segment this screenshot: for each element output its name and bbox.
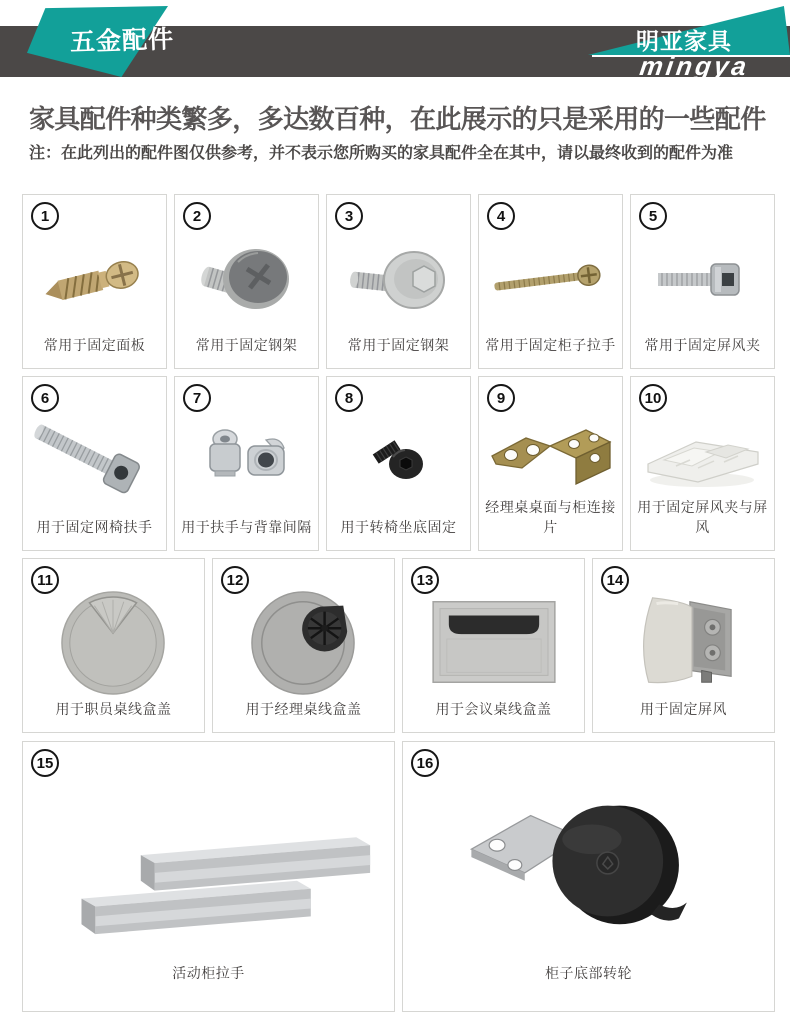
part-caption: 用于固定屏风 [640,701,727,717]
long-socket-cap-screw-photo [28,406,161,514]
part-caption: 常用于固定钢架 [347,337,450,353]
cable-box-cover-photo [408,588,579,696]
part-card-12 [212,558,395,733]
part-caption: 用于经理桌线盒盖 [245,701,362,717]
part-caption: 用于固定网椅扶手 [36,519,153,535]
part-card-5 [630,194,775,369]
item-number-badge: 9 [487,384,515,412]
screen-clamp-photo [598,588,769,696]
disclaimer-note: 注：在此列出的配件图仅供参考，并不表示您所购买的家具配件全在其中，请以最终收到的配件为准 [29,145,734,162]
part-card-8 [326,376,471,551]
part-card-11 [22,558,205,733]
item-number-badge: 1 [31,202,59,230]
part-caption: 用于固定屏风夹与屏风 [637,499,768,535]
brand-name-chinese: 明亚家具 [636,28,732,54]
item-number-badge: 10 [639,384,667,412]
chrome-spacer-nuts-photo [180,406,313,514]
countersunk-screw-photo [180,224,313,332]
part-caption: 常用于固定屏风夹 [644,337,761,353]
caster-wheel-photo [408,778,769,949]
item-number-badge: 13 [411,566,439,594]
item-number-badge: 3 [335,202,363,230]
part-card-1 [22,194,167,369]
part-caption: 用于职员桌线盒盖 [55,701,172,717]
flange-hex-bolt-photo [332,224,465,332]
part-caption: 柜子底部转轮 [545,965,632,981]
category-ribbon-label: 五金配件 [69,25,175,57]
part-caption: 用于会议桌线盒盖 [435,701,552,717]
part-card-6 [22,376,167,551]
part-caption: 常用于固定面板 [43,337,146,353]
black-button-screw-photo [332,406,465,514]
page-title: 家具配件种类繁多，多达数百种，在此展示的只是采用的一些配件 [29,104,766,134]
part-caption: 经理桌桌面与柜连接片 [485,499,616,535]
brass-wood-screw-photo [28,224,161,332]
item-number-badge: 16 [411,749,439,777]
item-number-badge: 8 [335,384,363,412]
part-card-7 [174,376,319,551]
item-number-badge: 14 [601,566,629,594]
part-card-14 [592,558,775,733]
aluminum-handles-photo [28,778,389,949]
cable-grommet-gray-photo [28,588,199,696]
cable-grommet-black-fan-photo [218,588,389,696]
part-card-16 [402,741,775,1012]
part-card-4 [478,194,623,369]
item-number-badge: 15 [31,749,59,777]
parts-row-1 [22,194,775,369]
part-caption: 常用于固定柜子拉手 [485,337,616,353]
long-machine-screw-photo [484,224,617,332]
parts-row-4 [22,741,775,1012]
part-caption: 用于扶手与背靠间隔 [181,519,312,535]
item-number-badge: 5 [639,202,667,230]
item-number-badge: 4 [487,202,515,230]
part-caption: 活动柜拉手 [172,965,245,981]
part-card-13 [402,558,585,733]
part-caption: 常用于固定钢架 [195,337,298,353]
part-card-2 [174,194,319,369]
part-card-3 [326,194,471,369]
part-card-9 [478,376,623,551]
item-number-badge: 7 [183,384,211,412]
item-number-badge: 12 [221,566,249,594]
brand-logo-mingya: mingya [637,51,752,81]
parts-row-2 [22,376,775,551]
item-number-badge: 11 [31,566,59,594]
item-number-badge: 2 [183,202,211,230]
part-card-10 [630,376,775,551]
parts-row-3 [22,558,775,733]
part-card-15 [22,741,395,1012]
socket-cap-screw-photo [636,224,769,332]
part-caption: 用于转椅坐底固定 [340,519,457,535]
item-number-badge: 6 [31,384,59,412]
